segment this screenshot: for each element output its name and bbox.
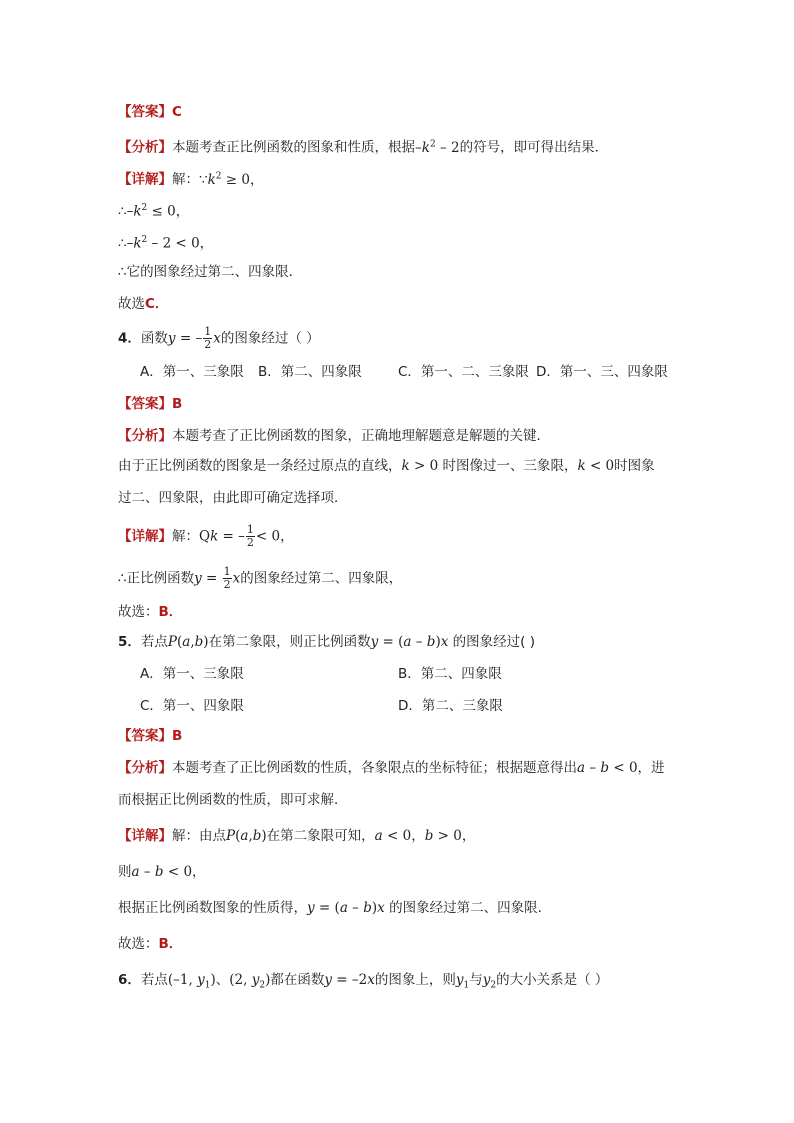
analysis-tag: 【分析】	[118, 139, 172, 156]
q4-detail-line: 【详解】解：Qk = – $\frac{1}{2}$ < 0，	[118, 523, 294, 549]
math-expr: $\because k^2 \ge 0$，	[199, 171, 264, 188]
q4-answer-line: 【答案】B	[118, 396, 183, 412]
q4-option-c: C．第一、二、三象限	[398, 364, 529, 380]
q4-option-d: D．第一、三、四象限	[536, 364, 668, 380]
question-number: 5．	[118, 634, 141, 650]
question-number: 4．	[118, 330, 141, 347]
question-number: 6．	[118, 972, 141, 988]
answer-tag: 【答案】	[118, 104, 172, 120]
q6-stem: 6．若点(–1, $y_1$)、(2, $y_2$)都在函数y = –2x的图象上，则$y_1$与$y_2$的大小关系是（ ）	[118, 972, 609, 991]
q5-answer-line: 【答案】B	[118, 728, 183, 744]
q5-option-b: B．第二、四象限	[398, 666, 502, 682]
q3-conclusion: ∴它的图象经过第二、四象限．	[118, 264, 303, 280]
q4-choose: 故选：B．	[118, 604, 183, 620]
fraction: $\frac{1}{2}$	[204, 325, 212, 351]
q4-analysis-line: 【分析】本题考查了正比例函数的图象，正确地理解题意是解题的关键．	[118, 428, 550, 444]
q5-choose: 故选：B．	[118, 936, 183, 952]
fraction: $\frac{1}{2}$	[246, 523, 254, 549]
q3-choose: 故选C．	[118, 296, 169, 312]
q3-analysis-line: 【分析】本题考查正比例函数的图象和性质，根据$-k^2 - 2$的符号，即可得出结果．	[118, 139, 609, 156]
q5-option-a: A．第一、三象限	[140, 666, 244, 682]
q4-step: ∴正比例函数y = $\frac{1}{2}$ x的图象经过第二、四象限，	[118, 565, 403, 591]
q5-analysis-line2: 而根据正比例函数的性质，即可求解．	[118, 792, 348, 808]
detail-tag: 【详解】	[118, 171, 172, 188]
q5-option-d: D．第二、三象限	[398, 698, 503, 714]
math-expr: y	[167, 330, 176, 347]
q4-option-b: B．第二、四象限	[258, 364, 362, 380]
q4-option-a: A．第一、三象限	[140, 364, 244, 380]
q3-detail-line: 【详解】解：$\because k^2 \ge 0$，	[118, 171, 264, 188]
q5-option-c: C．第一、四象限	[140, 698, 244, 714]
q3-answer-line	[118, 102, 182, 122]
q5-step: 则a – b < 0，	[118, 864, 206, 880]
q4-analysis-line2: 由于正比例函数的图象是一条经过原点的直线，k > 0 时图像过一、三象限，k < 0时图象	[118, 458, 655, 474]
math-expr: $-k^2 - 2$	[415, 139, 460, 156]
answer-value: C	[172, 104, 182, 120]
q4-analysis-line3: 过二、四象限，由此即可确定选择项．	[118, 490, 348, 506]
q5-stem: 5．若点P(a,b)在第二象限，则正比例函数y = (a – b)x 的图象经过( )	[118, 634, 535, 650]
q5-step2: 根据正比例函数图象的性质得，y = (a – b)x 的图象经过第二、四象限．	[118, 900, 552, 916]
q5-detail-line: 【详解】解：由点P(a,b)在第二象限可知，a < 0，b > 0，	[118, 828, 476, 844]
q3-step1: $\therefore-k^2 \le 0$，	[118, 203, 190, 220]
q3-step2: $\therefore-k^2 - 2 < 0$，	[118, 235, 214, 252]
q5-analysis-line: 【分析】本题考查了正比例函数的性质，各象限点的坐标特征；根据题意得出a – b < 0，进	[118, 760, 665, 776]
q4-stem: 4．函数y = – $\frac{1}{2}$ x的图象经过（ ）	[118, 325, 320, 351]
fraction: $\frac{1}{2}$	[223, 565, 231, 591]
